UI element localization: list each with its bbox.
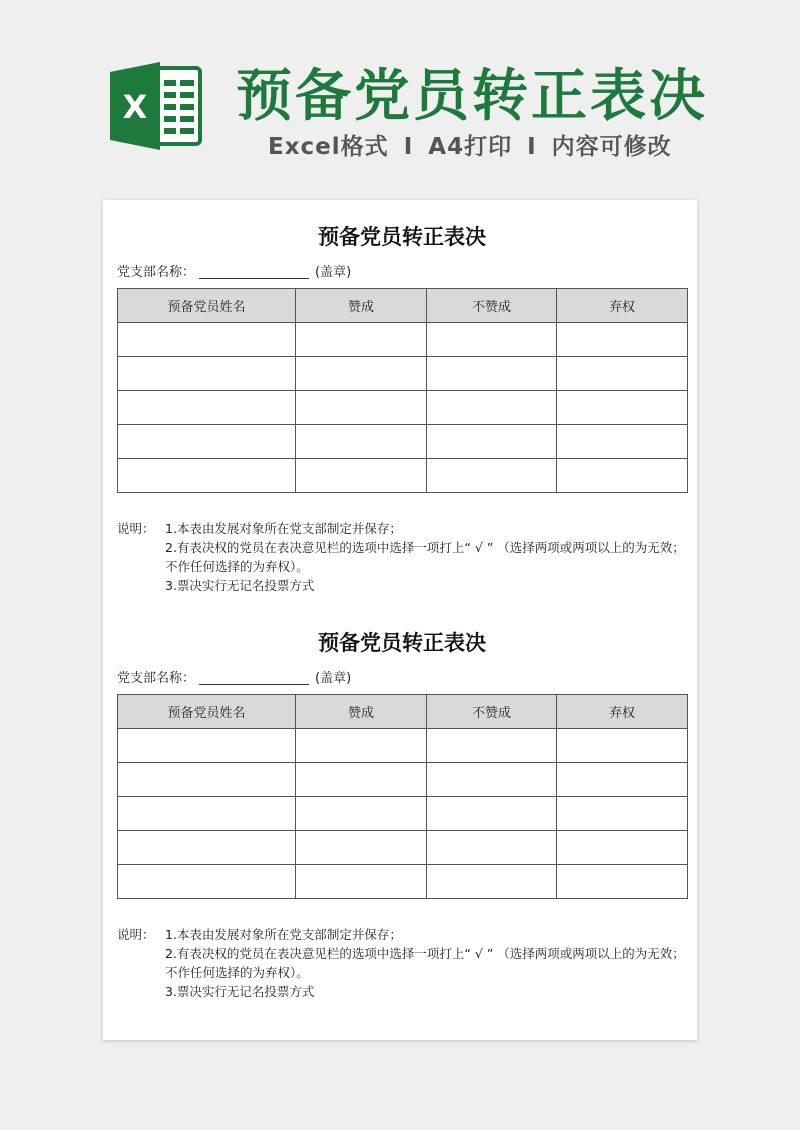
col-header-name: 预备党员姓名 xyxy=(118,289,296,323)
cell-oppose[interactable] xyxy=(427,729,557,763)
col-header-oppose: 不赞成 xyxy=(427,289,557,323)
cell-approve[interactable] xyxy=(296,425,427,459)
col-header-abstain: 弃权 xyxy=(557,695,688,729)
cell-approve[interactable] xyxy=(296,391,427,425)
stamp-note: (盖章) xyxy=(315,265,352,280)
table-header-row xyxy=(118,289,688,323)
cell-name[interactable] xyxy=(118,729,296,763)
col-header-approve: 赞成 xyxy=(296,695,427,729)
cell-abstain[interactable] xyxy=(557,763,688,797)
notes-label: 说明： xyxy=(117,927,155,942)
cell-oppose[interactable] xyxy=(427,425,557,459)
notes-block xyxy=(117,519,687,595)
table-row xyxy=(118,357,688,391)
cell-approve[interactable] xyxy=(296,357,427,391)
cell-abstain[interactable] xyxy=(557,459,688,493)
table-row xyxy=(118,763,688,797)
branch-name-blank[interactable] xyxy=(199,672,309,685)
cell-approve[interactable] xyxy=(296,323,427,357)
cell-oppose[interactable] xyxy=(427,865,557,899)
notes-label: 说明： xyxy=(117,521,155,536)
cell-oppose[interactable] xyxy=(427,763,557,797)
subtitle-separator: I xyxy=(403,134,414,160)
cell-abstain[interactable] xyxy=(557,391,688,425)
document-page xyxy=(103,200,697,1040)
table-row xyxy=(118,425,688,459)
cell-oppose[interactable] xyxy=(427,391,557,425)
cell-oppose[interactable] xyxy=(427,459,557,493)
notes-block xyxy=(117,925,687,1001)
table-row xyxy=(118,865,688,899)
cell-name[interactable] xyxy=(118,357,296,391)
stamp-note: (盖章) xyxy=(315,671,352,686)
form-title: 预备党员转正表决 xyxy=(318,631,486,655)
note-item: 1.本表由发展对象所在党支部制定并保存； xyxy=(165,927,402,942)
subtitle-print: A4打印 xyxy=(428,134,513,160)
cell-name[interactable] xyxy=(118,459,296,493)
cell-abstain[interactable] xyxy=(557,425,688,459)
cell-approve[interactable] xyxy=(296,459,427,493)
col-header-abstain: 弃权 xyxy=(557,289,688,323)
vote-table xyxy=(117,694,688,899)
cell-abstain[interactable] xyxy=(557,729,688,763)
branch-name-label: 党支部名称： xyxy=(117,265,196,280)
vote-form-1 xyxy=(117,222,687,595)
table-row xyxy=(118,459,688,493)
cell-oppose[interactable] xyxy=(427,323,557,357)
col-header-name: 预备党员姓名 xyxy=(118,695,296,729)
cell-name[interactable] xyxy=(118,797,296,831)
vote-form-2 xyxy=(117,628,687,1001)
excel-logo-icon xyxy=(108,58,204,154)
subtitle-format: Excel格式 xyxy=(268,134,389,160)
note-item: 2.有表决权的党员在表决意见栏的选项中选择一项打上“ √ ” （选择两项或两项以上的为无效；不作任何选择的为弃权）。 xyxy=(165,540,685,574)
cell-approve[interactable] xyxy=(296,797,427,831)
cell-name[interactable] xyxy=(118,323,296,357)
cell-approve[interactable] xyxy=(296,729,427,763)
table-header-row xyxy=(118,695,688,729)
col-header-approve: 赞成 xyxy=(296,289,427,323)
cell-name[interactable] xyxy=(118,831,296,865)
table-row xyxy=(118,831,688,865)
cell-name[interactable] xyxy=(118,425,296,459)
table-row xyxy=(118,797,688,831)
cell-approve[interactable] xyxy=(296,865,427,899)
cell-name[interactable] xyxy=(118,391,296,425)
branch-name-label: 党支部名称： xyxy=(117,671,196,686)
branch-name-row xyxy=(117,264,687,282)
cell-abstain[interactable] xyxy=(557,831,688,865)
cell-abstain[interactable] xyxy=(557,323,688,357)
logo-letter: X xyxy=(122,88,148,126)
page-title: 预备党员转正表决 xyxy=(236,64,708,129)
branch-name-blank[interactable] xyxy=(199,266,309,279)
col-header-oppose: 不赞成 xyxy=(427,695,557,729)
table-row xyxy=(118,729,688,763)
cell-approve[interactable] xyxy=(296,763,427,797)
vote-table xyxy=(117,288,688,493)
cell-oppose[interactable] xyxy=(427,797,557,831)
cell-abstain[interactable] xyxy=(557,797,688,831)
cell-abstain[interactable] xyxy=(557,357,688,391)
branch-name-row xyxy=(117,670,687,688)
cell-name[interactable] xyxy=(118,865,296,899)
note-item: 1.本表由发展对象所在党支部制定并保存； xyxy=(165,521,402,536)
note-item: 2.有表决权的党员在表决意见栏的选项中选择一项打上“ √ ” （选择两项或两项以上的为无效；不作任何选择的为弃权）。 xyxy=(165,946,685,980)
subtitle-editable: 内容可修改 xyxy=(551,134,672,160)
form-title: 预备党员转正表决 xyxy=(318,225,486,249)
cell-name[interactable] xyxy=(118,763,296,797)
table-row xyxy=(118,391,688,425)
cell-oppose[interactable] xyxy=(427,357,557,391)
cell-oppose[interactable] xyxy=(427,831,557,865)
subtitle-separator: I xyxy=(527,134,537,160)
cell-abstain[interactable] xyxy=(557,865,688,899)
cell-approve[interactable] xyxy=(296,831,427,865)
subtitle xyxy=(268,128,672,161)
note-item: 3.票决实行无记名投票方式 xyxy=(165,984,315,999)
table-row xyxy=(118,323,688,357)
note-item: 3.票决实行无记名投票方式 xyxy=(165,578,315,593)
